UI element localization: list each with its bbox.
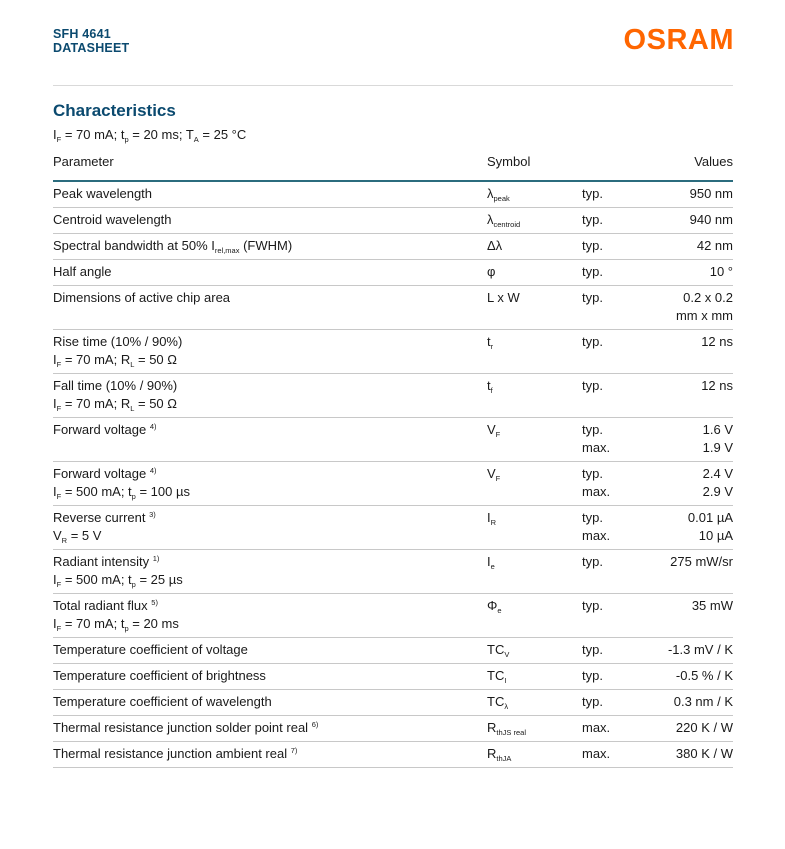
table-row [53,182,733,208]
symbol-subscript: I [504,676,507,685]
parameter-cell [53,462,487,506]
parameter-text: Half angle [53,264,112,279]
value-type-cell [582,506,652,550]
symbol: R [487,746,497,761]
parameter-text: Reverse current [53,510,146,525]
footnote-ref: 4) [149,422,157,431]
parameter-text: Temperature coefficient of voltage [53,642,248,657]
value-type-cell [582,286,652,330]
value: 940 nm [689,212,733,227]
symbol-cell [487,506,582,550]
symbol: TC [487,668,505,683]
symbol-cell [487,690,582,716]
table-row [53,594,733,638]
symbol-subscript: V [504,650,510,659]
parameter-condition: $I_F = 500$ mA; $t_p = 25$ µs [53,572,183,589]
footnote-ref: 4) [149,466,157,475]
value-cell [652,182,733,208]
value-type-cell [582,234,652,260]
table-row [53,330,733,374]
condition-subscript: p [131,580,136,589]
value: mm x mm [675,308,733,323]
value-type-cell [582,374,652,418]
symbol: L x W [487,290,520,305]
parameter-text: Rise time (10% / 90%) [53,334,183,349]
parameter-text: Fall time (10% / 90%) [53,378,178,393]
parameter-name [53,289,487,307]
value-type: typ. [582,378,603,393]
symbol-cell [487,594,582,638]
value-type: typ. [582,554,603,569]
value: -1.3 mV / K [667,642,733,657]
value-type-cell [582,182,652,208]
table-row [53,550,733,594]
parameter-name [53,211,487,229]
parameter-name [53,333,487,351]
value-cell [652,234,733,260]
value-cell [652,664,733,690]
condition-subscript: R [61,536,68,545]
parameter-text: Peak wavelength [53,186,153,201]
table-row [53,690,733,716]
value-type: max. [582,440,611,455]
condition-subscript: p [124,624,129,633]
value: 1.9 V [702,440,733,455]
symbol-subscript: r [490,342,494,351]
symbol: V [487,422,496,437]
symbol: I [487,510,491,525]
symbol-subscript: peak [493,194,510,203]
parameter-condition: $I_F = 70$ mA; $t_p = 20$ ms [53,616,179,633]
value-cell [652,506,733,550]
value-type-cell [582,716,652,742]
value-cell [652,594,733,638]
symbol: λ [487,186,494,201]
condition-subscript: F [56,580,62,589]
document-header [53,27,129,55]
value: 42 nm [696,238,733,253]
value-cell [652,462,733,506]
parameter-cell [53,330,487,374]
parameter-condition: $I_F = 70$ mA; $R_L = 50$ Ω [53,352,177,369]
value-cell [652,418,733,462]
value: 12 ns [701,378,733,393]
table-row [53,418,733,462]
header-divider [53,85,733,86]
value-cell [652,286,733,330]
symbol: φ [487,264,496,279]
condition-subscript: F [56,624,62,633]
parameter-cell [53,594,487,638]
symbol: t [487,378,491,393]
symbol-subscript: f [490,386,493,395]
value-cell [652,742,733,768]
table-row [53,234,733,260]
parameter-name [53,719,487,737]
symbol-subscript: thJS real [496,728,526,737]
section-title: Characteristics [53,101,176,120]
condition-subscript: F [56,404,62,413]
symbol: Δλ [487,238,503,253]
symbol-cell [487,260,582,286]
parameter-cell [53,208,487,234]
symbol-cell [487,716,582,742]
column-header-symbol: Symbol [487,154,531,169]
parameter-name [53,263,487,281]
symbol-cell [487,418,582,462]
parameter-subscript: rel,max [214,246,240,255]
parameter-cell [53,260,487,286]
parameter-cell [53,182,487,208]
table-row [53,506,733,550]
value-cell [652,208,733,234]
symbol: λ [487,212,494,227]
value: 1.6 V [702,422,733,437]
value: 2.9 V [702,484,733,499]
symbol-cell [487,462,582,506]
parameter-cell [53,234,487,260]
table-row [53,638,733,664]
table-row [53,286,733,330]
symbol-subscript: e [490,562,495,571]
table-row [53,462,733,506]
value-type-cell [582,330,652,374]
symbol-subscript: F [495,430,501,439]
parameter-cell [53,690,487,716]
value: 35 mW [691,598,733,613]
parameter-name [53,597,487,615]
column-header-values: Values [694,154,733,169]
parameter-text: Thermal resistance junction solder point real [53,720,309,735]
value-cell [652,716,733,742]
footnote-ref: 6) [311,720,319,729]
value-type: typ. [582,510,603,525]
symbol-cell [487,550,582,594]
value-type: typ. [582,668,603,683]
condition-subscript: F [56,360,62,369]
symbol: t [487,334,491,349]
symbol-cell [487,330,582,374]
symbol-subscript: F [495,474,501,483]
value-type-cell [582,638,652,664]
value: 380 K / W [675,746,733,761]
parameter-name [53,377,487,395]
parameter-text: Dimensions of active chip area [53,290,231,305]
value-cell [652,550,733,594]
parameter-text: Thermal resistance junction ambient real [53,746,288,761]
parameter-text-tail: (FWHM) [239,238,293,253]
table-header [53,152,733,182]
value: 10 ° [709,264,733,279]
parameter-name [53,237,487,255]
symbol-cell [487,638,582,664]
symbol-cell [487,208,582,234]
symbol-subscript: e [497,606,502,615]
parameter-name [53,553,487,571]
parameter-name [53,421,487,439]
value: 275 mW/sr [670,554,733,569]
parameter-text: Spectral bandwidth at 50% I [53,238,215,253]
value-type: max. [582,528,611,543]
symbol-cell [487,182,582,208]
symbol: R [487,720,497,735]
value: 950 nm [689,186,733,201]
value-type: max. [582,746,611,761]
value-type-cell [582,208,652,234]
symbol-cell [487,664,582,690]
table-row [53,742,733,768]
table-row [53,208,733,234]
osram-logo: OSRAM [623,24,734,56]
value: 2.4 V [702,466,733,481]
symbol-cell [487,374,582,418]
table-row [53,374,733,418]
parameter-name [53,745,487,763]
value-type-cell [582,550,652,594]
value-type: typ. [582,264,603,279]
value-type: typ. [582,642,603,657]
column-header-parameter: Parameter [53,154,114,169]
table-row [53,664,733,690]
value-type: typ. [582,238,603,253]
value-type: max. [582,720,611,735]
value-cell [652,690,733,716]
parameter-text: Forward voltage [53,422,147,437]
value: -0.5 % / K [675,668,733,683]
value: 220 K / W [675,720,733,735]
value-type: typ. [582,694,603,709]
symbol: TC [487,694,505,709]
value-type-cell [582,418,652,462]
symbol-subscript: R [490,518,497,527]
parameter-name [53,641,487,659]
condition-subscript: F [56,492,62,501]
parameter-cell [53,638,487,664]
table-row [53,716,733,742]
parameter-text: Temperature coefficient of wavelength [53,694,272,709]
condition-subscript: L [130,404,135,413]
parameter-text: Forward voltage [53,466,147,481]
value-type: typ. [582,598,603,613]
parameter-text: Total radiant flux [53,598,148,613]
footnote-ref: 5) [151,598,158,607]
value-type: typ. [582,186,603,201]
parameter-cell [53,506,487,550]
symbol-subscript: λ [504,702,509,711]
value-type: typ. [582,466,603,481]
document-type: DATASHEET [53,41,130,55]
footnote-ref: 3) [149,510,156,519]
footnote-ref: 7) [290,746,298,755]
value: 10 µA [698,528,733,543]
parameter-condition: $I_F = 500$ mA; $t_p = 100$ µs [53,484,190,501]
parameter-text: Radiant intensity [53,554,150,569]
symbol-subscript: thJA [496,754,512,763]
parameter-cell [53,286,487,330]
parameter-cell [53,374,487,418]
parameter-cell [53,550,487,594]
value: 12 ns [701,334,733,349]
parameter-condition: $I_F = 70$ mA; $R_L = 50$ Ω [53,396,177,413]
parameter-text: Temperature coefficient of brightness [53,668,266,683]
parameter-name [53,185,487,203]
value-cell [652,330,733,374]
value-type: typ. [582,212,603,227]
value-type-cell [582,260,652,286]
value-type-cell [582,594,652,638]
parameter-cell [53,664,487,690]
condition-subscript: p [131,492,136,501]
parameter-name [53,693,487,711]
parameter-name [53,465,487,483]
symbol: I [487,554,491,569]
value-type: max. [582,484,611,499]
value-type: typ. [582,290,603,305]
symbol-subscript: centroid [493,220,521,229]
symbol-cell [487,286,582,330]
symbol-cell [487,234,582,260]
condition-subscript: L [130,360,135,369]
parameter-name [53,667,487,685]
characteristics-table [53,182,733,768]
value-type: typ. [582,334,603,349]
symbol: V [487,466,496,481]
value-type-cell [582,690,652,716]
parameter-name [53,509,487,527]
value-type: typ. [582,422,603,437]
footnote-ref: 1) [152,554,160,563]
product-name: SFH 4641 [53,27,111,41]
test-conditions: $I_F = 70$ mA; $t_p = 20$ ms; $T_A = 25$ °C [53,127,247,144]
value-type-cell [582,664,652,690]
value-cell [652,260,733,286]
parameter-cell [53,716,487,742]
value-cell [652,374,733,418]
value-type-cell [582,742,652,768]
value-type-cell [582,462,652,506]
parameter-cell [53,742,487,768]
value: 0.3 nm / K [673,694,733,709]
symbol: TC [487,642,505,657]
value: 0.01 µA [687,510,733,525]
value: 0.2 x 0.2 [683,290,733,305]
symbol: Φ [487,598,498,613]
parameter-text: Centroid wavelength [53,212,172,227]
parameter-cell [53,418,487,462]
table-row [53,260,733,286]
symbol-cell [487,742,582,768]
value-cell [652,638,733,664]
parameter-condition: $V_R = 5$ V [53,528,102,545]
